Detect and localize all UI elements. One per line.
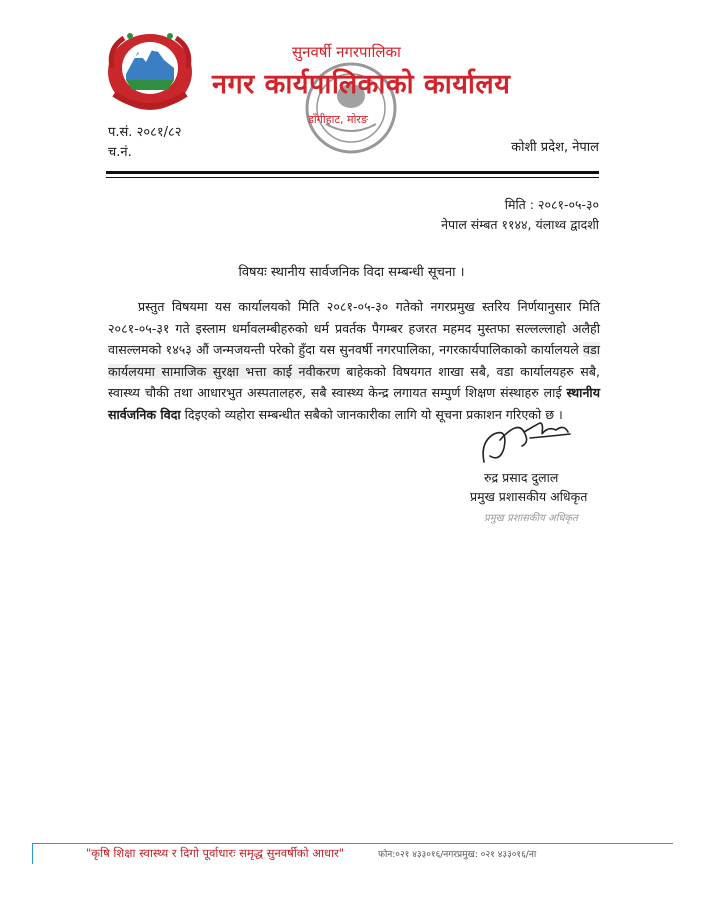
municipality-name: सुनवर्षी नगरपालिका — [292, 43, 401, 61]
signer-title: प्रमुख प्रशासकीय अधिकृत — [470, 489, 588, 504]
body-text-part2: बाहेकको विषयगत शाखा सबै, वडा कार्यालयहरु सबै, स्वास्थ्य चौकी तथा आधारभुत अस्पतालहरु, सबै स्वास्थ्य केन्द्र लगायत सम्पुर्ण शिक्षण संस्थाहरु लाई — [108, 363, 600, 401]
dispatch-number: च.नं. — [108, 145, 132, 160]
body-text-part1: प्रस्तुत विषयमा यस कार्यालयको मिति २०८१-०५-३० गतेको नगरप्रमुख स्तरिय निर्णयानुसार मिति २०८१-०५-३१ गते इस्लाम धर्मावलम्बीहरुको धर्म प्रवर्तक पैगम्बर हजरत महमद मुस्तफा सल्लल्लाहो अलैही वासल्लमको १४५३ औं जन्मजयन्ती परेको हुँदा यस सुनवर्षी नगरपालिका, नगरकार्यपालिकाको कार्यालयले — [108, 299, 600, 358]
body-text-highlight: वडा कार्यलयमा सामाजिक सुरक्षा भत्ता काई नवीकरण — [108, 342, 600, 379]
nepal-sambat-date: नेपाल संम्बत ११४४, यंलाथ्व द्वादशी — [441, 217, 599, 232]
signer-stamp: प्रमुख प्रशासकीय अधिकृत — [484, 513, 578, 524]
header-divider-thick — [106, 171, 599, 174]
bs-date: मिति : २०८१-०५-३० — [504, 197, 599, 212]
notice-subject: विषयः स्थानीय सार्वजनिक विदा सम्बन्धी सूचना । — [238, 265, 465, 280]
body-text-bold: स्थानीय सार्वजनिक विदा — [108, 385, 600, 422]
province-label: कोशी प्रदेश, नेपाल — [511, 140, 599, 155]
reference-number: प.सं. २०८१/८२ — [108, 125, 182, 140]
handwritten-signature — [478, 412, 572, 470]
office-title: नगर कार्यपालिकाको कार्यालय — [212, 69, 511, 100]
footer-motto: "कृषि शिक्षा स्वास्थ्य र दिगो पूर्वाधारः समृद्ध सुनवर्षीको आधार" — [86, 846, 345, 860]
office-address: डाँगीहाट, मोरङ — [308, 113, 368, 126]
signer-name: रुद्र प्रसाद दुलाल — [484, 470, 559, 485]
header-divider-thin — [106, 177, 599, 178]
notice-body — [108, 296, 600, 426]
nepal-emblem-logo — [104, 28, 196, 112]
footer-contact: फोन:०२१ ४३३०१६/नगरप्रमुख: ०२१ ४३३०१६/ना — [378, 850, 537, 860]
body-text-part3: दिइएको व्यहोरा सम्बन्धीत सबैको जानकारीका लागि यो सूचना प्रकाशन गरिएको छ । — [180, 406, 563, 422]
